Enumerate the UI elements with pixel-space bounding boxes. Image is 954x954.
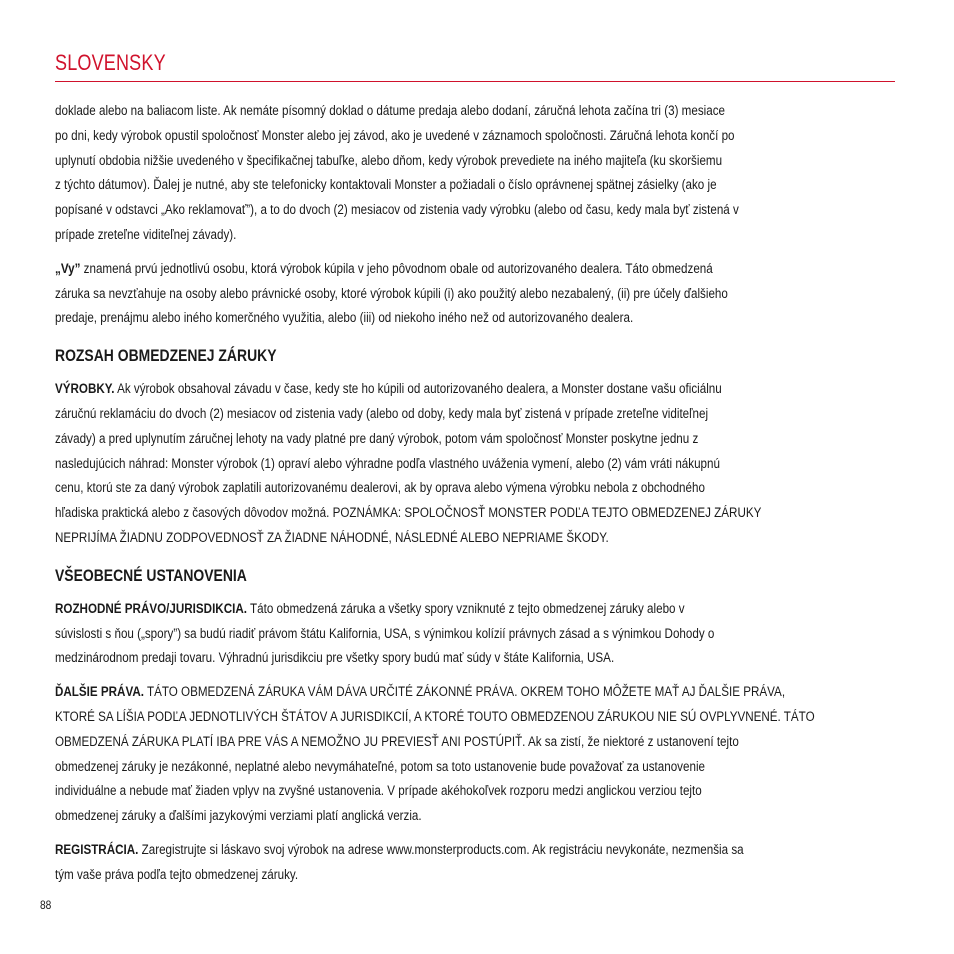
you-term: „Vy” [55, 260, 81, 277]
text-line: tým vaše práva podľa tejto obmedzenej záruky. [55, 866, 299, 883]
jurisdiction-paragraph [55, 597, 891, 671]
text-line: doklade alebo na baliacom liste. Ak nemáte písomný doklad o dátume predaja alebo dodaní, záručná lehota začína tri (3) mesiace [55, 103, 725, 119]
text-line: prípade zreteľne viditeľnej závady). [55, 226, 237, 243]
text-line: závady) a pred uplynutím záručnej lehoty na vady platné pre daný výrobok, potom vám spoločnosť Monster poskytne jednu z [55, 430, 699, 447]
text-line: obmedzenej záruky je nezákonné, neplatné alebo nevymáhateľné, potom sa toto ustanovenie bude považovať za ustanovenie [55, 758, 706, 775]
header-divider [55, 81, 895, 82]
text-line: medzinárodnom predaji tovaru. Výhradnú jurisdikciu pre všetky spory budú mať súdy v štáte Kalifornia, USA. [55, 650, 615, 667]
registration-lead: REGISTRÁCIA. [55, 841, 139, 858]
text-line: predaje, prenájmu alebo iného komerčného využitia, alebo (iii) od niekoho iného než od autorizovaného dealera. [55, 310, 634, 327]
scope-heading: ROZSAH OBMEDZENEJ ZÁRUKY [55, 346, 277, 366]
page-number: 88 [40, 898, 52, 912]
registration-paragraph [55, 838, 891, 888]
text-line [55, 838, 891, 863]
text-line: KTORÉ SA LÍŠIA PODĽA JEDNOTLIVÝCH ŠTÁTOV A JURISDIKCIÍ, A KTORÉ TOUTO OBMEDZENOU ZÁRUKOU NIE SÚ OVPLYVNENÉ. TÁTO [55, 708, 815, 725]
general-provisions-heading: VŠEOBECNÉ USTANOVENIA [55, 565, 247, 585]
text-line: súvislosti s ňou („spory”) sa budú riadiť právom štátu Kalifornia, USA, s výnimkou kolízií právnych zásad a s výnimkou Dohody o [55, 625, 715, 642]
text-line: cenu, ktorú ste za daný výrobok zaplatili autorizovanému dealerovi, ak by oprava alebo výmena výrobku nebola z obchodného [55, 480, 705, 497]
text-line: obmedzenej záruky a ďalšími jazykovými verziami platí anglická verzia. [55, 808, 422, 825]
text-line: hľadiska praktická alebo z časových dôvodov možná. POZNÁMKA: SPOLOČNOSŤ MONSTER PODĽA TEJTO OBMEDZENEJ ZÁRUKY [55, 505, 762, 522]
text-line: NEPRIJÍMA ŽIADNU ZODPOVEDNOSŤ ZA ŽIADNE NÁHODNÉ, NÁSLEDNÉ ALEBO NEPRIAME ŠKODY. [55, 529, 609, 546]
text-line [55, 680, 891, 705]
text-line [55, 257, 891, 282]
text-line: nasledujúcich náhrad: Monster výrobok (1) opraví alebo výhradne podľa vlastného uváženia vymení, alebo (2) vám vráti nákupnú [55, 455, 720, 472]
text-line: záručnú reklamáciu do dvoch (2) mesiacov od zistenia vady (alebo od doby, kedy mala byť zistená v prípade zreteľne viditeľnej [55, 405, 709, 422]
text-line: po dni, kedy výrobok opustil spoločnosť Monster alebo jej závod, ako je uvedené v záznamoch spoločnosti. Záručná lehota končí po [55, 127, 735, 144]
text-line [55, 597, 891, 622]
products-paragraph [55, 377, 891, 551]
intro-paragraph [55, 99, 891, 248]
page-title: SLOVENSKY [55, 50, 166, 75]
you-definition-paragraph [55, 257, 891, 331]
text-run: Zaregistrujte si láskavo svoj výrobok na adrese www.monsterproducts.com. Ak registráciu nevykonáte, nezmenšia sa [138, 841, 744, 858]
text-line: popísané v odstavci „Ako reklamovať”), a to do dvoch (2) mesiacov od zistenia vady výrobku (alebo od času, kedy mala byť zistená v [55, 202, 739, 219]
text-line: záruka sa nevzťahuje na osoby alebo právnické osoby, ktoré výrobok kúpili (i) ako použitý alebo nezabalený, (ii) pre účely ďalšieho [55, 285, 728, 302]
text-line [55, 377, 891, 402]
additional-rights-paragraph [55, 680, 891, 829]
products-lead: VÝROBKY. [55, 381, 115, 398]
additional-rights-lead: ĎALŠIE PRÁVA. [55, 684, 144, 701]
text-line: OBMEDZENÁ ZÁRUKA PLATÍ IBA PRE VÁS A NEMOŽNO JU PREVIESŤ ANI POSTÚPIŤ. Ak sa zistí, že niektoré z ustanovení tejto [55, 733, 739, 750]
text-run: Ak výrobok obsahoval závadu v čase, kedy ste ho kúpili od autorizovaného dealera, a Monster dostane vašu oficiálnu [114, 381, 722, 398]
jurisdiction-lead: ROZHODNÉ PRÁVO/JURISDIKCIA. [55, 600, 247, 617]
text-run: TÁTO OBMEDZENÁ ZÁRUKA VÁM DÁVA URČITÉ ZÁKONNÉ PRÁVA. OKREM TOHO MÔŽETE MAŤ AJ ĎALŠIE PRÁVA, [143, 684, 786, 701]
text-line: uplynutí obdobia nižšie uvedeného v špecifikačnej tabuľke, alebo dňom, kedy výrobok prevediete na iného majiteľa (ku skoršiemu [55, 152, 723, 169]
text-line: individuálne a nebude mať žiaden vplyv na zvyšné ustanovenia. V prípade akéhokoľvek rozporu medzi anglickou verziou tejto [55, 783, 702, 800]
text-line: z týchto dátumov). Ďalej je nutné, aby ste telefonicky kontaktovali Monster a požiadali o číslo oprávnenej spätnej zásielky (ako je [55, 177, 717, 194]
warranty-content [55, 99, 891, 888]
text-run: Táto obmedzená záruka a všetky spory vzniknuté z tejto obmedzenej záruky alebo v [246, 600, 685, 617]
text-run: znamená prvú jednotlivú osobu, ktorá výrobok kúpila v jeho pôvodnom obale od autorizovaného dealera. Táto obmedzená [80, 260, 713, 277]
